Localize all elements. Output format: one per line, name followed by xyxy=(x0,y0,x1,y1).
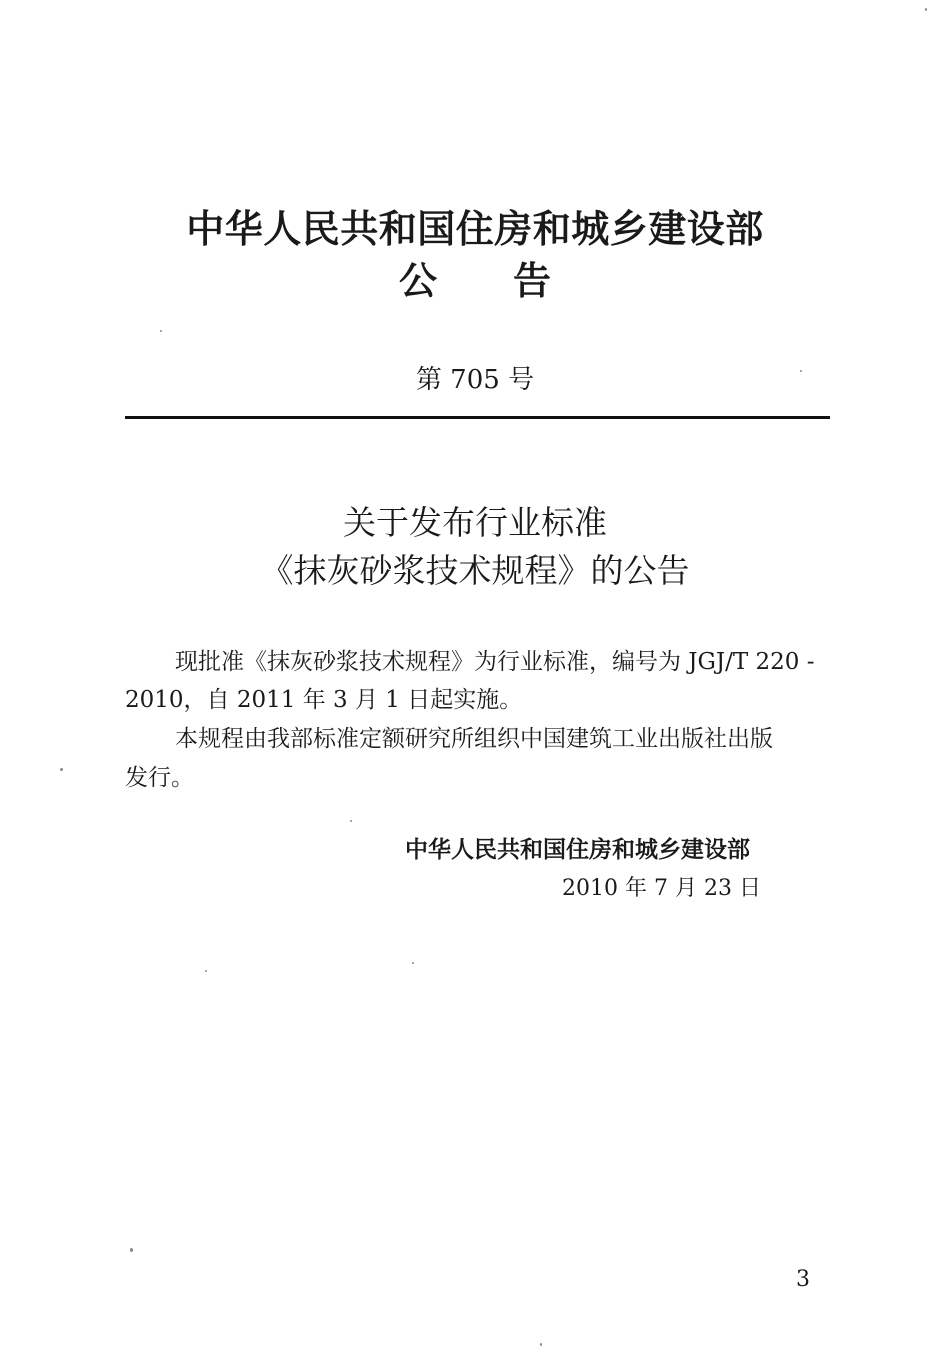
issue-number: 第 705 号 xyxy=(415,365,535,395)
subject-line-2: 《抹灰砂浆技术规程》的公告 xyxy=(260,551,690,590)
paragraph-2-line-1: 本规程由我部标准定额研究所组织中国建筑工业出版社出版 xyxy=(175,726,773,752)
paragraph-2-line-2: 发行。 xyxy=(125,765,194,791)
scan-speck xyxy=(350,820,352,822)
signature-date: 2010 年 7 月 23 日 xyxy=(562,876,761,901)
scan-speck xyxy=(130,1248,133,1252)
scan-speck xyxy=(412,962,414,964)
scan-speck xyxy=(925,8,927,11)
paragraph-1-line-2: 2010，自 2011 年 3 月 1 日起实施。 xyxy=(125,687,523,713)
document-type: 公告 xyxy=(398,259,627,303)
paragraph-1-line-1: 现批准《抹灰砂浆技术规程》为行业标准，编号为 JGJ/T 220 - xyxy=(175,649,815,675)
scan-speck xyxy=(540,1343,542,1346)
scan-speck xyxy=(205,970,207,972)
scan-speck xyxy=(160,330,162,332)
header-divider xyxy=(125,416,830,419)
issuer-title: 中华人民共和国住房和城乡建设部 xyxy=(186,207,764,251)
signature-organization: 中华人民共和国住房和城乡建设部 xyxy=(405,837,750,863)
subject-line-1: 关于发布行业标准 xyxy=(343,503,607,542)
scan-speck xyxy=(800,370,802,372)
page-number: 3 xyxy=(796,1267,810,1292)
scan-speck xyxy=(60,768,63,771)
